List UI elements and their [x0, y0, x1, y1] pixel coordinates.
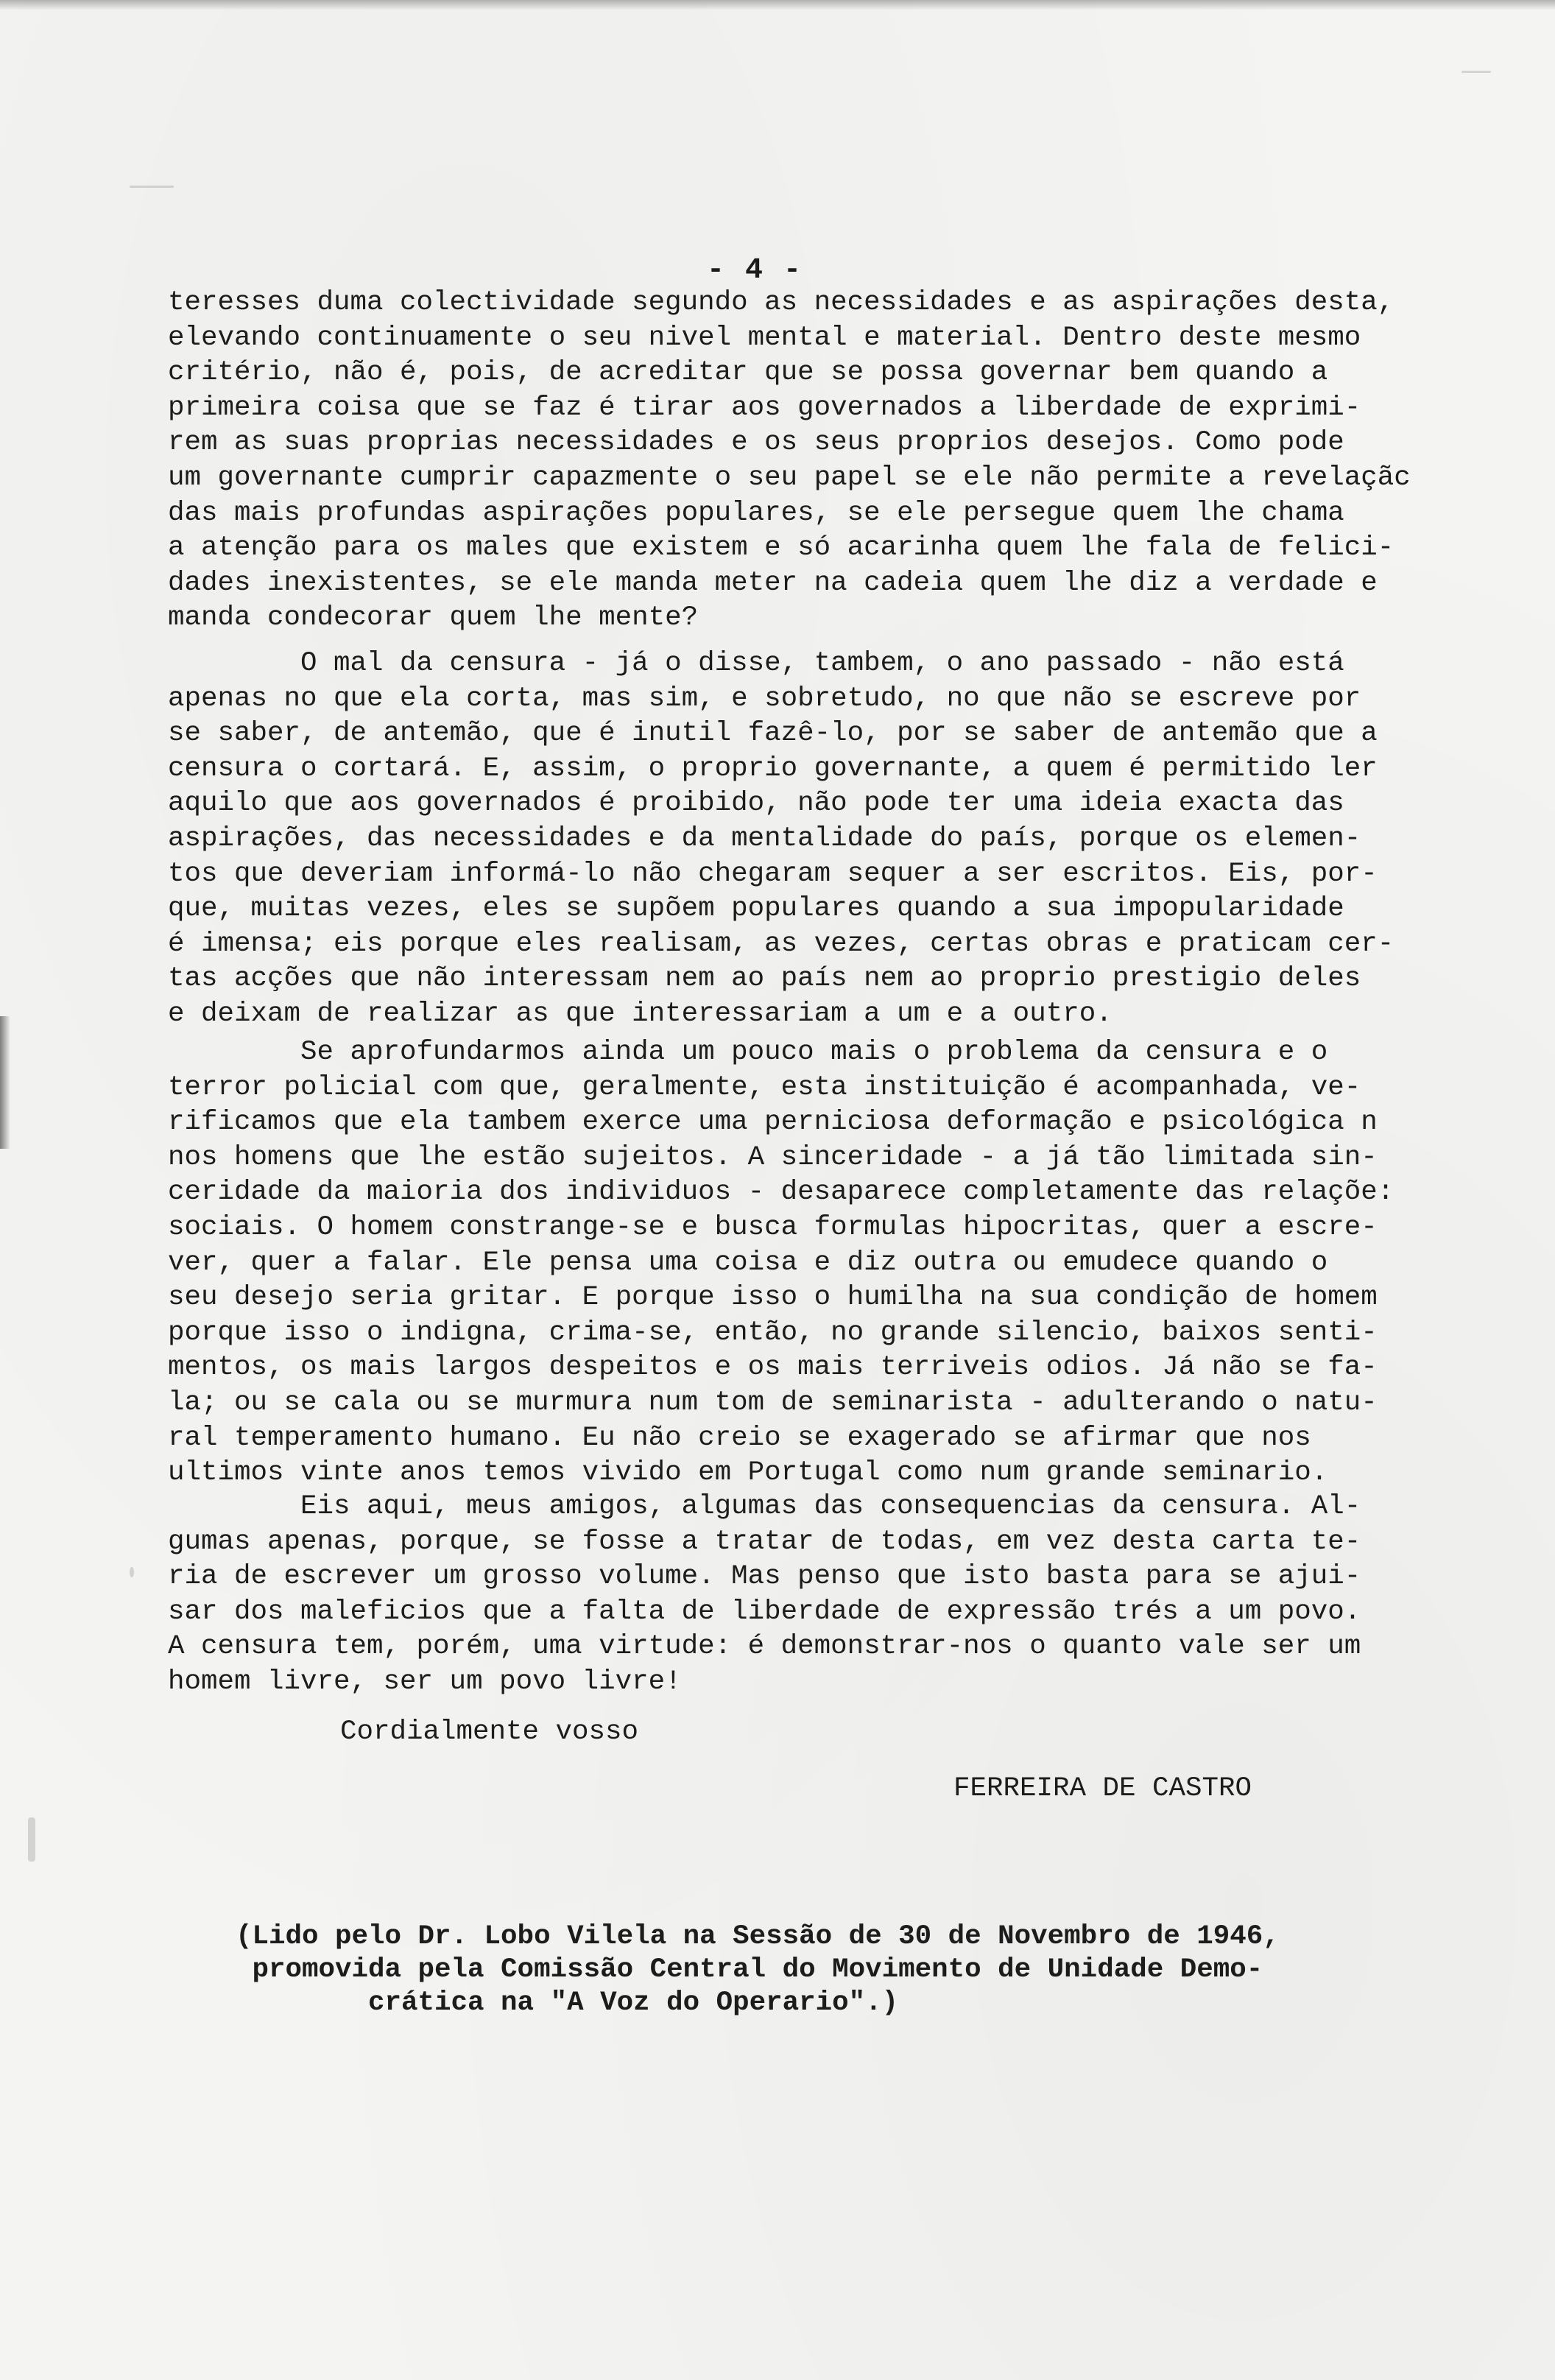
scan-speck: [130, 186, 174, 188]
body-paragraph-1: teresses duma colectividade segundo as necessidades e as aspirações desta, elevando continuamente o seu nivel mental e material. Dentro deste mesmo critério, não é, pois, de acreditar que se possa governar bem quando a primeira coisa que se faz é tirar aos governados a liberdade de exprimi- rem as suas proprias necessidades e os seus proprios desejos. Como pode um governante cumprir capazmente o seu papel se ele não permite a revelaçãc das mais profundas aspirações populares, se ele persegue quem lhe chama a atenção para os males que existem e só acarinha quem lhe fala de felici- dades inexistentes, se ele manda meter na cadeia quem lhe diz a verdade e manda condecorar quem lhe mente?: [168, 287, 1411, 634]
scan-edge-top: [0, 0, 1555, 10]
reading-note: (Lido pelo Dr. Lobo Vilela na Sessão de 30 de Novembro de 1946, promovida pela Comissão Central do Movimento de Unidade Demo- crática na "A Voz do Operario".): [236, 1921, 1280, 2018]
body-paragraph-2: O mal da censura - já o disse, tambem, o ano passado - não está apenas no que ela corta, mas sim, e sobretudo, no que não se escreve por se saber, de antemão, que é inutil fazê-lo, por se saber de antemão que a censura o cortará. E, assim, o proprio governante, a quem é permitido ler aquilo que aos governados é proibido, não pode ter uma ideia exacta das aspirações, das necessidades e da mentalidade do país, porque os elemen- tos que deveriam informá-lo não chegaram sequer a ser escritos. Eis, por- que, muitas vezes, eles se supõem populares quando a sua impopularidade é imensa; eis porque eles realisam, as vezes, certas obras e praticam cer- tas acções que não interessam nem ao país nem ao proprio prestigio deles e deixam de realizar as que interessariam a um e a outro.: [168, 648, 1394, 1029]
scan-edge-left: [0, 1016, 10, 1149]
body-paragraph-4: Eis aqui, meus amigos, algumas das consequencias da censura. Al- gumas apenas, porque, se fosse a tratar de todas, em vez desta carta te- ria de escrever um grosso volume. Mas penso que isto basta para se ajui- sar dos maleficios que a falta de liberdade de expressão trés a um povo. A censura tem, porém, uma virtude: é demonstrar-nos o quanto vale ser um homem livre, ser um povo livre!: [168, 1491, 1361, 1697]
scan-speck: [1461, 71, 1491, 73]
body-paragraph-3: Se aprofundarmos ainda um pouco mais o problema da censura e o terror policial com que, geralmente, esta instituição é acompanhada, ve- rificamos que ela tambem exerce uma perniciosa deformação e psicológica n nos homens que lhe estão sujeitos. A sinceridade - a já tão limitada sin- ceridade da maioria dos individuos - desaparece completamente das relaçõe: sociais. O homem constrange-se e busca formulas hipocritas, quer a escre- ver, quer a falar. Ele pensa uma coisa e diz outra ou emudece quando o seu desejo seria gritar. E porque isso o humilha na sua condição de homem porque isso o indigna, crima-se, então, no grande silencio, baixos senti- mentos, os mais largos despeitos e os mais terriveis odios. Já não se fa- la; ou se cala ou se murmura num tom de seminarista - adulterando o natu- ral temperamento humano. Eu não creio se exagerado se afirmar que nos ultimos vinte anos temos vivido em Portugal como num grande seminario.: [168, 1037, 1394, 1489]
scan-speck: [28, 1817, 35, 1862]
closing-salutation: Cordialmente vosso: [340, 1717, 639, 1747]
author-signature: FERREIRA DE CASTRO: [953, 1773, 1252, 1804]
scan-speck: [130, 1567, 134, 1577]
page-number: - 4 -: [707, 254, 803, 287]
